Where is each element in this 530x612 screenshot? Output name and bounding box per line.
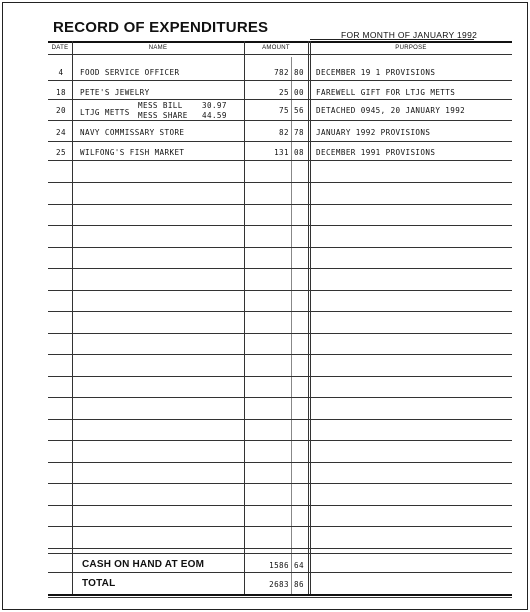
divider-amount-purpose-right — [310, 41, 311, 594]
entry-date: 24 — [56, 128, 66, 137]
header-bottom-rule — [48, 54, 512, 55]
row-rule — [48, 462, 512, 463]
entry-sub-value: 44.59 — [202, 111, 227, 120]
entry-dollars: 131 — [274, 148, 289, 157]
row-rule — [48, 526, 512, 527]
divider-date-name — [72, 41, 73, 594]
cash-on-hand-cents: 64 — [294, 561, 304, 570]
entry-cents: 08 — [294, 148, 304, 157]
entry-dollars: 25 — [279, 88, 289, 97]
row-rule — [48, 99, 512, 100]
cash-on-hand-dollars: 1586 — [269, 561, 289, 570]
column-header-amount: AMOUNT — [262, 45, 290, 51]
entry-sub-label: MESS BILL — [138, 101, 183, 110]
entry-date: 25 — [56, 148, 66, 157]
table-bottom-rule — [48, 594, 512, 596]
row-rule — [48, 548, 512, 549]
entry-sub-value: 30.97 — [202, 101, 227, 110]
entry-purpose: DECEMBER 19 1 PROVISIONS — [316, 68, 436, 77]
table-bottom-rule-double — [48, 597, 512, 598]
entry-name: WILFONG'S FISH MARKET — [80, 148, 185, 157]
entry-dollars: 82 — [279, 128, 289, 137]
row-rule — [48, 333, 512, 334]
row-rule — [48, 505, 512, 506]
row-rule — [48, 120, 512, 121]
row-rule — [48, 160, 512, 161]
entry-date: 18 — [56, 88, 66, 97]
row-rule — [48, 354, 512, 355]
entry-purpose: FAREWELL GIFT FOR LTJG METTS — [316, 88, 456, 97]
column-header-purpose: PURPOSE — [395, 45, 427, 51]
entry-name: LTJG METTS — [80, 108, 130, 117]
row-rule — [48, 141, 512, 142]
column-header-name: NAME — [148, 45, 168, 51]
page-title: RECORD OF EXPENDITURES — [53, 19, 269, 36]
entry-date: 4 — [58, 68, 64, 77]
row-rule — [48, 268, 512, 269]
column-header-date: DATE — [51, 45, 69, 51]
row-rule — [48, 397, 512, 398]
entry-name: NAVY COMMISSARY STORE — [80, 128, 185, 137]
row-rule — [48, 80, 512, 81]
entry-date: 20 — [56, 106, 66, 115]
entry-purpose: DETACHED 0945, 20 JANUARY 1992 — [316, 106, 466, 115]
row-rule — [48, 553, 512, 554]
divider-amount-purpose-left — [308, 41, 309, 594]
entry-name: FOOD SERVICE OFFICER — [80, 68, 180, 77]
row-rule — [48, 247, 512, 248]
entry-dollars: 782 — [274, 68, 289, 77]
month-label: FOR MONTH OF JANUARY 1992 — [341, 30, 478, 40]
entry-purpose: DECEMBER 1991 PROVISIONS — [316, 148, 436, 157]
row-rule — [48, 483, 512, 484]
row-rule — [48, 182, 512, 183]
total-cents: 86 — [294, 580, 304, 589]
divider-dollars-cents — [291, 57, 292, 594]
entry-purpose: JANUARY 1992 PROVISIONS — [316, 128, 431, 137]
entry-name: PETE'S JEWELRY — [80, 88, 150, 97]
total-dollars: 2683 — [269, 580, 289, 589]
row-rule — [48, 290, 512, 291]
total-label: TOTAL — [82, 578, 116, 589]
table-top-rule — [48, 41, 512, 43]
entry-cents: 80 — [294, 68, 304, 77]
cash-on-hand-label: CASH ON HAND AT EOM — [82, 559, 205, 570]
row-rule — [48, 225, 512, 226]
entry-cents: 78 — [294, 128, 304, 137]
entry-cents: 00 — [294, 88, 304, 97]
row-rule — [48, 440, 512, 441]
month-underline — [310, 39, 474, 40]
row-rule — [48, 376, 512, 377]
entry-sub-label: MESS SHARE — [138, 111, 188, 120]
row-rule — [48, 204, 512, 205]
entry-cents: 56 — [294, 106, 304, 115]
divider-name-amount — [244, 41, 245, 594]
row-rule — [48, 419, 512, 420]
row-rule — [48, 311, 512, 312]
row-rule — [48, 572, 512, 573]
entry-dollars: 75 — [279, 106, 289, 115]
